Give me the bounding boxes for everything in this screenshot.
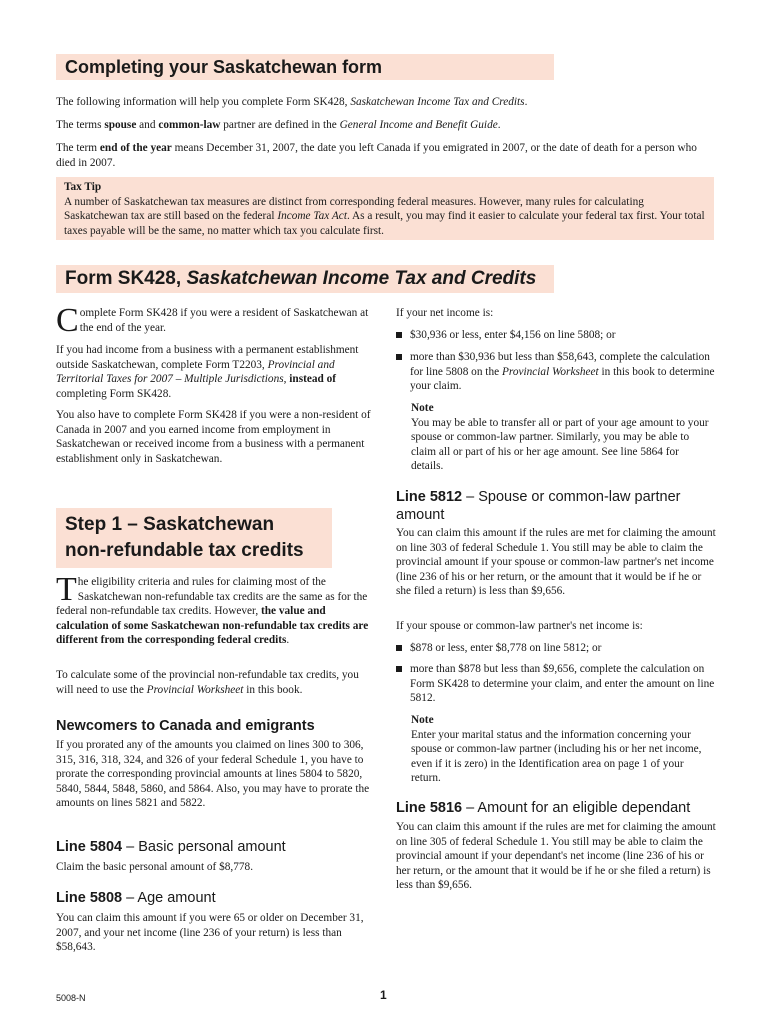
line-5808-paragraph: You can claim this amount if you were 65 or older on December 31, 2007, and your net income (line 236 of your return) is less than $58,643. xyxy=(56,912,364,953)
bullet-square xyxy=(396,666,402,672)
form-code: 5008-N xyxy=(56,993,86,1003)
complete-sk428-paragraph: Complete Form SK428 if you were a resident of Saskatchewan at the end of the year. xyxy=(56,302,369,339)
step1-title-line1: Step 1 – Saskatchewan xyxy=(65,514,275,535)
section-heading-form-sk428: Form SK428, Saskatchewan Income Tax and Credits xyxy=(56,265,554,293)
step1-title-line2: non-refundable tax credits xyxy=(65,540,304,561)
section-heading-step1 xyxy=(56,508,332,568)
note-title: Note xyxy=(411,714,434,726)
line-5812-heading: Line 5812 – Spouse or common-law partner amount xyxy=(396,489,681,523)
tax-tip-title: Tax Tip xyxy=(64,181,102,193)
newcomers-heading: Newcomers to Canada and emigrants xyxy=(56,718,315,734)
spouse-bullet-1: $878 or less, enter $8,778 on line 5812; or xyxy=(396,641,716,656)
provincial-worksheet-paragraph: To calculate some of the provincial non-refundable tax credits, you will need to use the Provincial Worksheet in this book. xyxy=(56,669,359,696)
dropcap-t: T xyxy=(56,571,77,608)
line-5816-heading: Line 5816 – Amount for an eligible dependant xyxy=(396,800,691,816)
line-5812-intro2: If your spouse or common-law partner's net income is: xyxy=(396,620,643,632)
end-of-year-paragraph: The term end of the year means December 31, 2007, the date you left Canada if you emigrated in 2007, or the date of death for a person who died in 2007. xyxy=(56,142,697,169)
dropcap-c: C xyxy=(56,302,79,339)
net-income-bullet-2: more than $30,936 but less than $58,643, complete the calculation for line 5808 on the Provincial Worksheet in this book to determine your claim. xyxy=(396,350,716,394)
line-5808-heading: Line 5808 – Age amount xyxy=(56,890,216,906)
terms-paragraph: The terms spouse and common-law partner are defined in the General Income and Benefit Guide. xyxy=(56,119,501,131)
line-5804-paragraph: Claim the basic personal amount of $8,778. xyxy=(56,861,254,873)
net-income-bullet-1: $30,936 or less, enter $4,156 on line 5808; or xyxy=(396,328,716,343)
intro-paragraph: The following information will help you complete Form SK428, Saskatchewan Income Tax and Credits. xyxy=(56,96,528,108)
bullet-square xyxy=(396,332,402,338)
line-5804-heading: Line 5804 – Basic personal amount xyxy=(56,839,286,855)
line-5816-paragraph: You can claim this amount if the rules are met for claiming the amount on line 305 of federal Schedule 1. You still may be able to claim the provincial amount if your dependant's net income (line 236 of his or her return, or the amount that it would be if he or she filed a return) is less than $9,656. xyxy=(396,821,716,891)
marital-status-note xyxy=(411,713,711,786)
eligibility-paragraph: The eligibility criteria and rules for claiming most of the Saskatchewan non-refundable tax credits are the same as for the federal non-refundable tax credits. However, the value and calculation of some Saskatchewan non-refundable tax credits are different from the corresponding federal credits. xyxy=(56,571,369,646)
bullet-square xyxy=(396,354,402,360)
net-income-intro: If your net income is: xyxy=(396,307,494,319)
spouse-bullet-2: more than $878 but less than $9,656, complete the calculation on Form SK428 to determine your claim, and enter the amount on line 5812. xyxy=(396,662,716,706)
note-title: Note xyxy=(411,402,434,414)
section-heading-completing-form: Completing your Saskatchewan form xyxy=(56,54,554,80)
business-income-paragraph: If you had income from a business with a permanent establishment outside Saskatchewan, complete Form T2203, Provincial and Territorial Taxes for 2007 – Multiple Jurisdictions, instead of completing Form SK428. xyxy=(56,344,359,400)
tax-tip-text: A number of Saskatchewan tax measures are distinct from corresponding federal measures. However, many rules for calculating Saskatchewan tax are still based on the federal Income Tax Act. As a result, you may find it easier to calculate your federal tax first. Your total taxes payable will be the same, no matter which tax you calculate first. xyxy=(64,195,705,237)
non-resident-paragraph: You also have to complete Form SK428 if you were a non-resident of Canada in 2007 and you earned income from employment in Saskatchewan or received income from a business with a permanent establishment only in Saskatchewan. xyxy=(56,409,371,465)
note-text: Enter your marital status and the information concerning your spouse or common-law partner (including his or her net income, even if it is zero) in the Identification area on page 1 of your return. xyxy=(411,728,702,784)
tax-tip-box xyxy=(56,177,714,240)
newcomers-paragraph: If you prorated any of the amounts you claimed on lines 300 to 306, 315, 316, 318, 324, and 326 of your federal Schedule 1, you have to prorate the corresponding provincial amounts at lines 5804 to 5820, 5840, 5844, 5848, 5860, and 5864. Also, you may have to prorate the amounts on lines 5821 and 5822. xyxy=(56,739,370,809)
page-number: 1 xyxy=(380,988,387,1002)
age-amount-note xyxy=(411,401,711,474)
bullet-square xyxy=(396,645,402,651)
note-text: You may be able to transfer all or part of your age amount to your spouse or common-law partner. Similarly, you may be able to claim all or part of his or her age amount. See line 5864 for details. xyxy=(411,416,709,472)
line-5812-paragraph: You can claim this amount if the rules are met for claiming the amount on line 303 of federal Schedule 1. You still may be able to claim the provincial amount if your spouse or common-law partner's net income (line 236 of his or her return, or the amount that it would be if he or she filed a return) is less than $9,656. xyxy=(396,527,716,597)
